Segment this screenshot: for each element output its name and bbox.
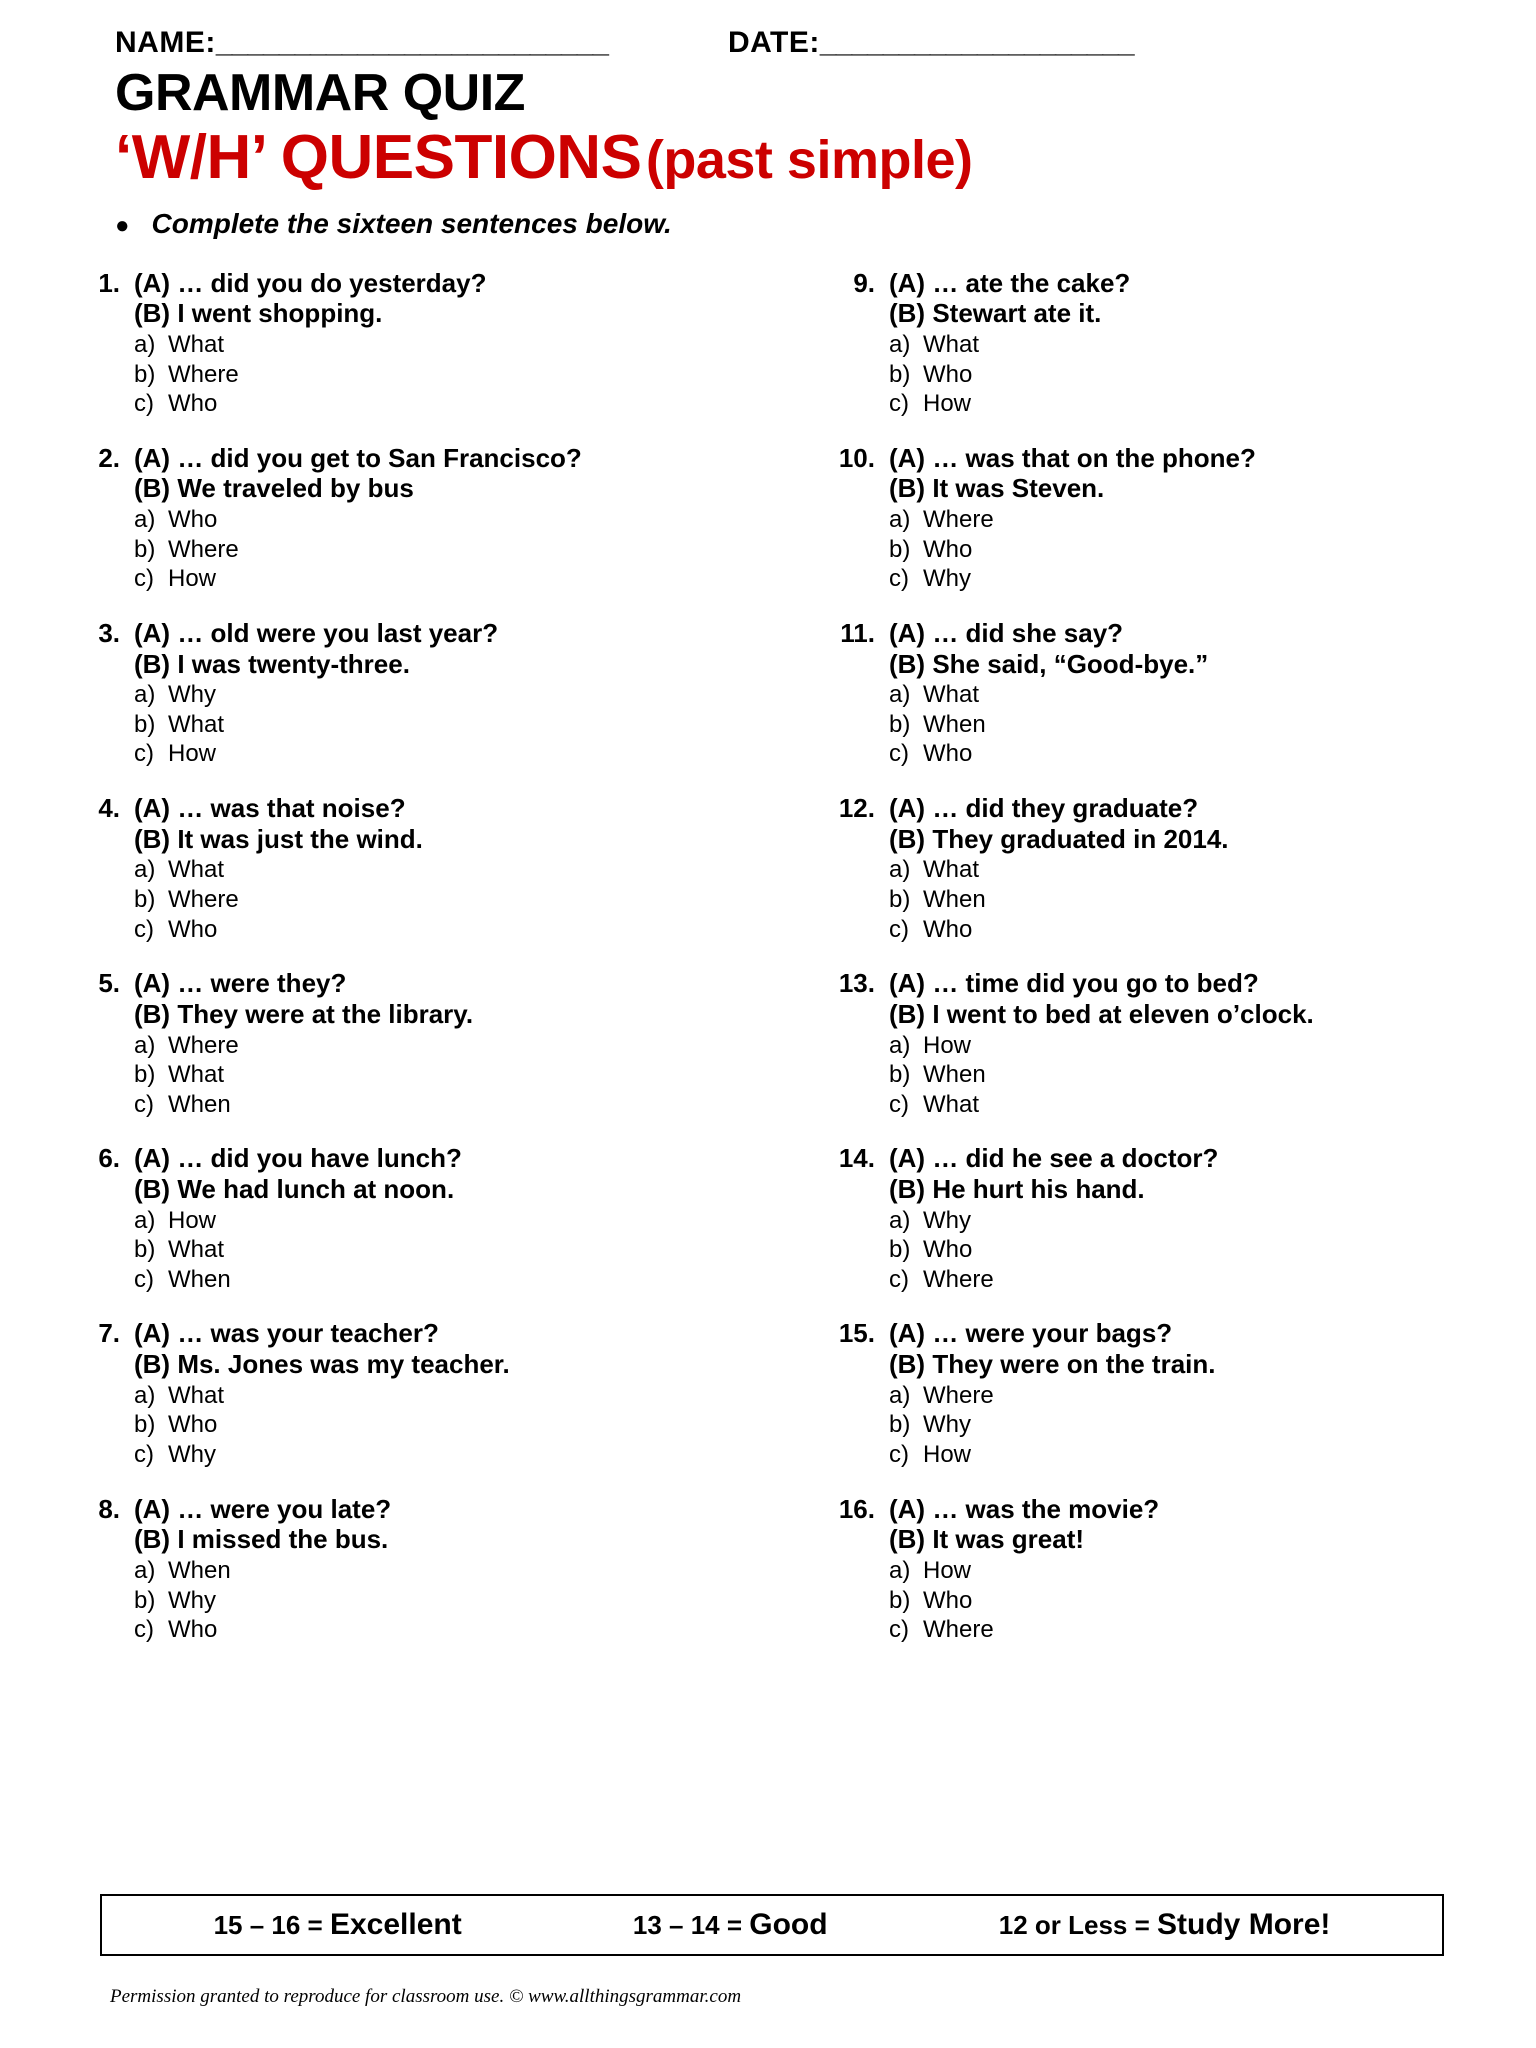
option-text: When bbox=[168, 1090, 231, 1118]
question-number: 16. bbox=[838, 1493, 875, 1524]
option-text: Where bbox=[168, 1031, 239, 1059]
option-text: What bbox=[923, 681, 980, 709]
score-entry-study-more bbox=[999, 1908, 1331, 1942]
option-text: Who bbox=[168, 390, 218, 418]
question-item bbox=[78, 793, 761, 943]
option-label: b) bbox=[889, 1411, 911, 1439]
option-text: Where bbox=[923, 506, 994, 534]
question-prompt-b: (B) They were on the train. bbox=[889, 1349, 1216, 1380]
question-prompt-a: (A) … did she say? bbox=[889, 617, 1124, 648]
option-label: a) bbox=[134, 856, 156, 884]
question-number: 7. bbox=[98, 1318, 120, 1349]
option-c[interactable] bbox=[889, 1091, 1476, 1119]
option-label: a) bbox=[134, 1556, 156, 1584]
option-label: c) bbox=[134, 1265, 154, 1293]
score-range: 13 – 14 = bbox=[632, 1910, 743, 1940]
option-label: b) bbox=[889, 1236, 911, 1264]
option-c[interactable] bbox=[134, 1616, 761, 1644]
question-item bbox=[78, 968, 761, 1118]
option-text: Why bbox=[923, 1206, 971, 1234]
option-a[interactable] bbox=[134, 681, 761, 709]
question-body bbox=[889, 1494, 1476, 1644]
option-text: Where bbox=[923, 1265, 994, 1293]
option-label: c) bbox=[134, 1616, 154, 1644]
option-label: c) bbox=[134, 565, 154, 593]
option-label: c) bbox=[134, 1090, 154, 1118]
option-label: a) bbox=[134, 506, 156, 534]
score-entry-good bbox=[633, 1908, 828, 1942]
option-text: Why bbox=[168, 1586, 216, 1614]
option-b[interactable] bbox=[134, 1411, 761, 1439]
option-b[interactable] bbox=[889, 1587, 1476, 1615]
question-body bbox=[889, 443, 1476, 593]
option-c[interactable] bbox=[134, 916, 761, 944]
option-text: What bbox=[923, 331, 980, 359]
option-text: Where bbox=[923, 1616, 994, 1644]
score-rating: Good bbox=[749, 1908, 828, 1941]
option-label: a) bbox=[889, 331, 911, 359]
option-b[interactable] bbox=[889, 886, 1476, 914]
score-key-box bbox=[100, 1894, 1444, 1956]
option-c[interactable] bbox=[889, 916, 1476, 944]
questions-column-left bbox=[78, 268, 777, 1669]
option-text: How bbox=[168, 1206, 217, 1234]
question-prompt-a: (A) … ate the cake? bbox=[889, 267, 1131, 298]
question-prompt-a: (A) … was your teacher? bbox=[134, 1318, 439, 1349]
option-label: b) bbox=[134, 1236, 156, 1264]
question-prompt-b: (B) It was just the wind. bbox=[134, 823, 423, 854]
score-range: 12 or Less = bbox=[998, 1910, 1150, 1940]
option-label: c) bbox=[134, 915, 154, 943]
question-number: 3. bbox=[98, 617, 120, 648]
option-text: Why bbox=[923, 565, 971, 593]
question-prompt-b: (B) She said, “Good-bye.” bbox=[889, 648, 1209, 679]
option-text: Why bbox=[168, 681, 216, 709]
question-prompt-a: (A) … time did you go to bed? bbox=[889, 968, 1259, 999]
page-title bbox=[115, 122, 1476, 192]
question-prompt-a: (A) … did they graduate? bbox=[889, 793, 1199, 824]
question-number: 13. bbox=[838, 968, 875, 999]
option-label: a) bbox=[134, 1031, 156, 1059]
score-entry-excellent bbox=[214, 1908, 462, 1942]
option-text: How bbox=[923, 390, 972, 418]
score-rating: Study More! bbox=[1157, 1908, 1331, 1941]
question-prompt-b: (B) Stewart ate it. bbox=[889, 298, 1102, 329]
question-body bbox=[134, 443, 761, 593]
question-body bbox=[889, 1143, 1476, 1293]
question-prompt-b: (B) They graduated in 2014. bbox=[889, 823, 1229, 854]
option-a[interactable] bbox=[889, 856, 1476, 884]
option-a[interactable] bbox=[889, 681, 1476, 709]
option-label: c) bbox=[889, 1440, 909, 1468]
option-text: Who bbox=[923, 535, 973, 563]
option-text: What bbox=[168, 1061, 225, 1089]
option-label: c) bbox=[134, 1440, 154, 1468]
option-label: c) bbox=[889, 565, 909, 593]
option-label: b) bbox=[134, 1586, 156, 1614]
option-label: b) bbox=[134, 535, 156, 563]
option-b[interactable] bbox=[889, 1236, 1476, 1264]
option-c[interactable] bbox=[889, 1616, 1476, 1644]
option-c[interactable] bbox=[889, 1266, 1476, 1294]
question-item bbox=[833, 1318, 1476, 1468]
question-prompt-a: (A) … was that noise? bbox=[134, 793, 406, 824]
question-prompt-a: (A) … did you do yesterday? bbox=[134, 267, 487, 298]
option-label: c) bbox=[889, 1616, 909, 1644]
option-label: a) bbox=[134, 1206, 156, 1234]
option-b[interactable] bbox=[134, 886, 761, 914]
option-label: b) bbox=[889, 360, 911, 388]
option-b[interactable] bbox=[134, 711, 761, 739]
option-c[interactable] bbox=[889, 1441, 1476, 1469]
page-title-sub: (past simple) bbox=[645, 129, 973, 190]
question-prompt-a: (A) … were you late? bbox=[134, 1493, 392, 1524]
option-label: a) bbox=[889, 1381, 911, 1409]
page-title-main: ‘W/H’ QUESTIONS bbox=[115, 122, 642, 192]
question-number: 8. bbox=[98, 1493, 120, 1524]
option-text: Who bbox=[923, 1236, 973, 1264]
option-label: a) bbox=[889, 506, 911, 534]
question-item bbox=[78, 1318, 761, 1468]
question-prompt-a: (A) … old were you last year? bbox=[134, 617, 499, 648]
option-label: b) bbox=[889, 1586, 911, 1614]
option-a[interactable] bbox=[134, 506, 761, 534]
question-number: 11. bbox=[840, 617, 875, 648]
option-text: How bbox=[168, 565, 217, 593]
option-c[interactable] bbox=[134, 1441, 761, 1469]
option-label: a) bbox=[889, 856, 911, 884]
question-number: 2. bbox=[98, 442, 120, 473]
option-text: Where bbox=[923, 1381, 994, 1409]
option-text: Who bbox=[168, 915, 218, 943]
question-item bbox=[833, 968, 1476, 1118]
quiz-title: GRAMMAR QUIZ bbox=[115, 64, 525, 122]
option-text: What bbox=[168, 856, 225, 884]
option-text: What bbox=[923, 1090, 980, 1118]
question-item bbox=[78, 443, 761, 593]
option-text: How bbox=[923, 1440, 972, 1468]
option-text: Who bbox=[923, 1586, 973, 1614]
question-body bbox=[889, 618, 1476, 768]
option-label: a) bbox=[889, 681, 911, 709]
option-label: b) bbox=[134, 886, 156, 913]
option-text: Where bbox=[168, 360, 239, 388]
name-label: NAME: bbox=[115, 26, 216, 59]
option-text: When bbox=[923, 710, 986, 738]
question-body bbox=[889, 268, 1476, 418]
instruction-text: Complete the sixteen sentences below. bbox=[151, 207, 672, 239]
question-item bbox=[78, 1143, 761, 1293]
option-label: b) bbox=[889, 710, 911, 738]
option-text: Where bbox=[168, 886, 239, 913]
question-prompt-b: (B) It was Steven. bbox=[889, 473, 1105, 504]
date-blank-line: ____________________ bbox=[819, 26, 1134, 59]
option-label: a) bbox=[889, 1031, 911, 1059]
date-label: DATE: bbox=[727, 26, 820, 59]
question-prompt-b: (B) I missed the bus. bbox=[134, 1524, 389, 1555]
question-prompt-a: (A) … was the movie? bbox=[889, 1493, 1160, 1524]
option-b[interactable] bbox=[134, 1236, 761, 1264]
question-prompt-b: (B) They were at the library. bbox=[134, 998, 474, 1029]
option-text: How bbox=[923, 1031, 972, 1059]
option-b[interactable] bbox=[889, 711, 1476, 739]
option-text: How bbox=[168, 740, 217, 768]
option-text: Who bbox=[923, 915, 973, 943]
option-b[interactable] bbox=[134, 536, 761, 564]
question-prompt-a: (A) … did you have lunch? bbox=[134, 1143, 462, 1174]
question-prompt-b: (B) He hurt his hand. bbox=[889, 1173, 1145, 1204]
question-prompt-b: (B) I was twenty-three. bbox=[134, 648, 410, 679]
question-number: 4. bbox=[98, 793, 120, 824]
question-body bbox=[889, 1318, 1476, 1468]
question-body bbox=[134, 1494, 761, 1644]
option-text: What bbox=[923, 856, 980, 884]
question-number: 1. bbox=[98, 267, 120, 298]
option-c[interactable] bbox=[889, 740, 1476, 768]
question-item bbox=[833, 793, 1476, 943]
question-prompt-a: (A) … were they? bbox=[134, 968, 347, 999]
permission-notice: Permission granted to reproduce for classroom use. © www.allthingsgrammar.com bbox=[110, 1986, 742, 2007]
option-label: a) bbox=[889, 1206, 911, 1234]
question-item bbox=[833, 1494, 1476, 1644]
option-b[interactable] bbox=[134, 361, 761, 389]
question-prompt-b: (B) We had lunch at noon. bbox=[134, 1173, 455, 1204]
question-number: 6. bbox=[98, 1143, 120, 1174]
question-item bbox=[833, 1143, 1476, 1293]
question-item bbox=[833, 268, 1476, 418]
option-a[interactable] bbox=[889, 1032, 1476, 1060]
option-a[interactable] bbox=[134, 856, 761, 884]
option-text: Who bbox=[168, 1616, 218, 1644]
option-text: Why bbox=[923, 1411, 971, 1439]
option-label: a) bbox=[134, 1381, 156, 1409]
question-number: 12. bbox=[838, 793, 875, 824]
question-body bbox=[134, 1143, 761, 1293]
question-body bbox=[134, 968, 761, 1118]
question-prompt-b: (B) Ms. Jones was my teacher. bbox=[134, 1349, 510, 1380]
option-text: What bbox=[168, 1236, 225, 1264]
option-c[interactable] bbox=[134, 565, 761, 593]
question-item bbox=[833, 443, 1476, 593]
option-text: How bbox=[923, 1556, 972, 1584]
option-c[interactable] bbox=[134, 1091, 761, 1119]
option-text: Who bbox=[923, 360, 973, 388]
questions-columns bbox=[60, 268, 1476, 1669]
option-b[interactable] bbox=[889, 536, 1476, 564]
question-item bbox=[833, 618, 1476, 768]
instruction-row bbox=[115, 208, 1476, 240]
question-item bbox=[78, 618, 761, 768]
option-b[interactable] bbox=[889, 361, 1476, 389]
option-b[interactable] bbox=[134, 1587, 761, 1615]
question-prompt-a: (A) … were your bags? bbox=[889, 1318, 1173, 1349]
option-label: b) bbox=[889, 535, 911, 563]
question-item bbox=[78, 1494, 761, 1644]
question-body bbox=[889, 968, 1476, 1118]
option-a[interactable] bbox=[889, 331, 1476, 359]
option-label: a) bbox=[134, 331, 156, 359]
option-c[interactable] bbox=[889, 565, 1476, 593]
option-label: b) bbox=[134, 360, 156, 388]
option-label: c) bbox=[889, 1265, 909, 1293]
questions-column-right bbox=[777, 268, 1476, 1669]
option-text: Where bbox=[168, 535, 239, 563]
question-number: 15. bbox=[838, 1318, 875, 1349]
question-number: 10. bbox=[838, 442, 875, 473]
option-a[interactable] bbox=[889, 1382, 1476, 1410]
option-text: What bbox=[168, 710, 225, 738]
option-text: What bbox=[168, 1381, 225, 1409]
question-item bbox=[78, 268, 761, 418]
question-prompt-b: (B) We traveled by bus bbox=[134, 473, 414, 504]
option-a[interactable] bbox=[134, 331, 761, 359]
option-c[interactable] bbox=[134, 390, 761, 418]
option-text: When bbox=[923, 1061, 986, 1089]
option-a[interactable] bbox=[134, 1032, 761, 1060]
question-number: 9. bbox=[853, 267, 875, 298]
question-prompt-a: (A) … did he see a doctor? bbox=[889, 1143, 1219, 1174]
question-body bbox=[134, 1318, 761, 1468]
option-a[interactable] bbox=[134, 1557, 761, 1585]
option-label: c) bbox=[134, 390, 154, 418]
score-range: 15 – 16 = bbox=[213, 1910, 323, 1940]
option-a[interactable] bbox=[889, 1207, 1476, 1235]
option-c[interactable] bbox=[134, 1266, 761, 1294]
option-label: a) bbox=[889, 1556, 911, 1584]
question-number: 14. bbox=[838, 1143, 875, 1174]
option-label: c) bbox=[889, 915, 909, 943]
question-prompt-a: (A) … did you get to San Francisco? bbox=[134, 442, 582, 473]
name-date-row bbox=[60, 26, 1476, 60]
option-a[interactable] bbox=[134, 1382, 761, 1410]
option-a[interactable] bbox=[134, 1207, 761, 1235]
option-c[interactable] bbox=[134, 740, 761, 768]
option-label: c) bbox=[889, 390, 909, 418]
question-number: 5. bbox=[98, 968, 120, 999]
option-text: Who bbox=[168, 506, 218, 534]
option-label: b) bbox=[134, 1061, 156, 1089]
option-text: Who bbox=[168, 1411, 218, 1439]
question-prompt-a: (A) … was that on the phone? bbox=[889, 442, 1256, 473]
option-text: When bbox=[168, 1265, 231, 1293]
option-label: c) bbox=[134, 740, 154, 768]
option-label: a) bbox=[134, 681, 156, 709]
name-blank-line: _________________________ bbox=[215, 26, 608, 59]
option-text: What bbox=[168, 331, 225, 359]
option-b[interactable] bbox=[889, 1061, 1476, 1089]
option-text: When bbox=[168, 1556, 231, 1584]
question-body bbox=[134, 793, 761, 943]
score-rating: Excellent bbox=[329, 1908, 462, 1941]
option-a[interactable] bbox=[889, 1557, 1476, 1585]
option-b[interactable] bbox=[889, 1411, 1476, 1439]
option-label: b) bbox=[889, 1061, 911, 1089]
bullet-icon: ● bbox=[115, 211, 130, 239]
option-text: When bbox=[923, 886, 986, 913]
option-b[interactable] bbox=[134, 1061, 761, 1089]
question-body bbox=[889, 793, 1476, 943]
option-a[interactable] bbox=[889, 506, 1476, 534]
option-text: Who bbox=[923, 740, 973, 768]
option-label: b) bbox=[134, 710, 156, 738]
option-label: b) bbox=[134, 1411, 156, 1439]
option-label: b) bbox=[889, 886, 911, 913]
question-body bbox=[134, 268, 761, 418]
question-prompt-b: (B) It was great! bbox=[889, 1524, 1085, 1555]
option-label: c) bbox=[889, 1090, 909, 1118]
question-body bbox=[134, 618, 761, 768]
option-c[interactable] bbox=[889, 390, 1476, 418]
option-text: Why bbox=[168, 1440, 216, 1468]
option-label: c) bbox=[889, 740, 909, 768]
question-prompt-b: (B) I went to bed at eleven o’clock. bbox=[889, 998, 1314, 1029]
question-prompt-b: (B) I went shopping. bbox=[134, 298, 383, 329]
